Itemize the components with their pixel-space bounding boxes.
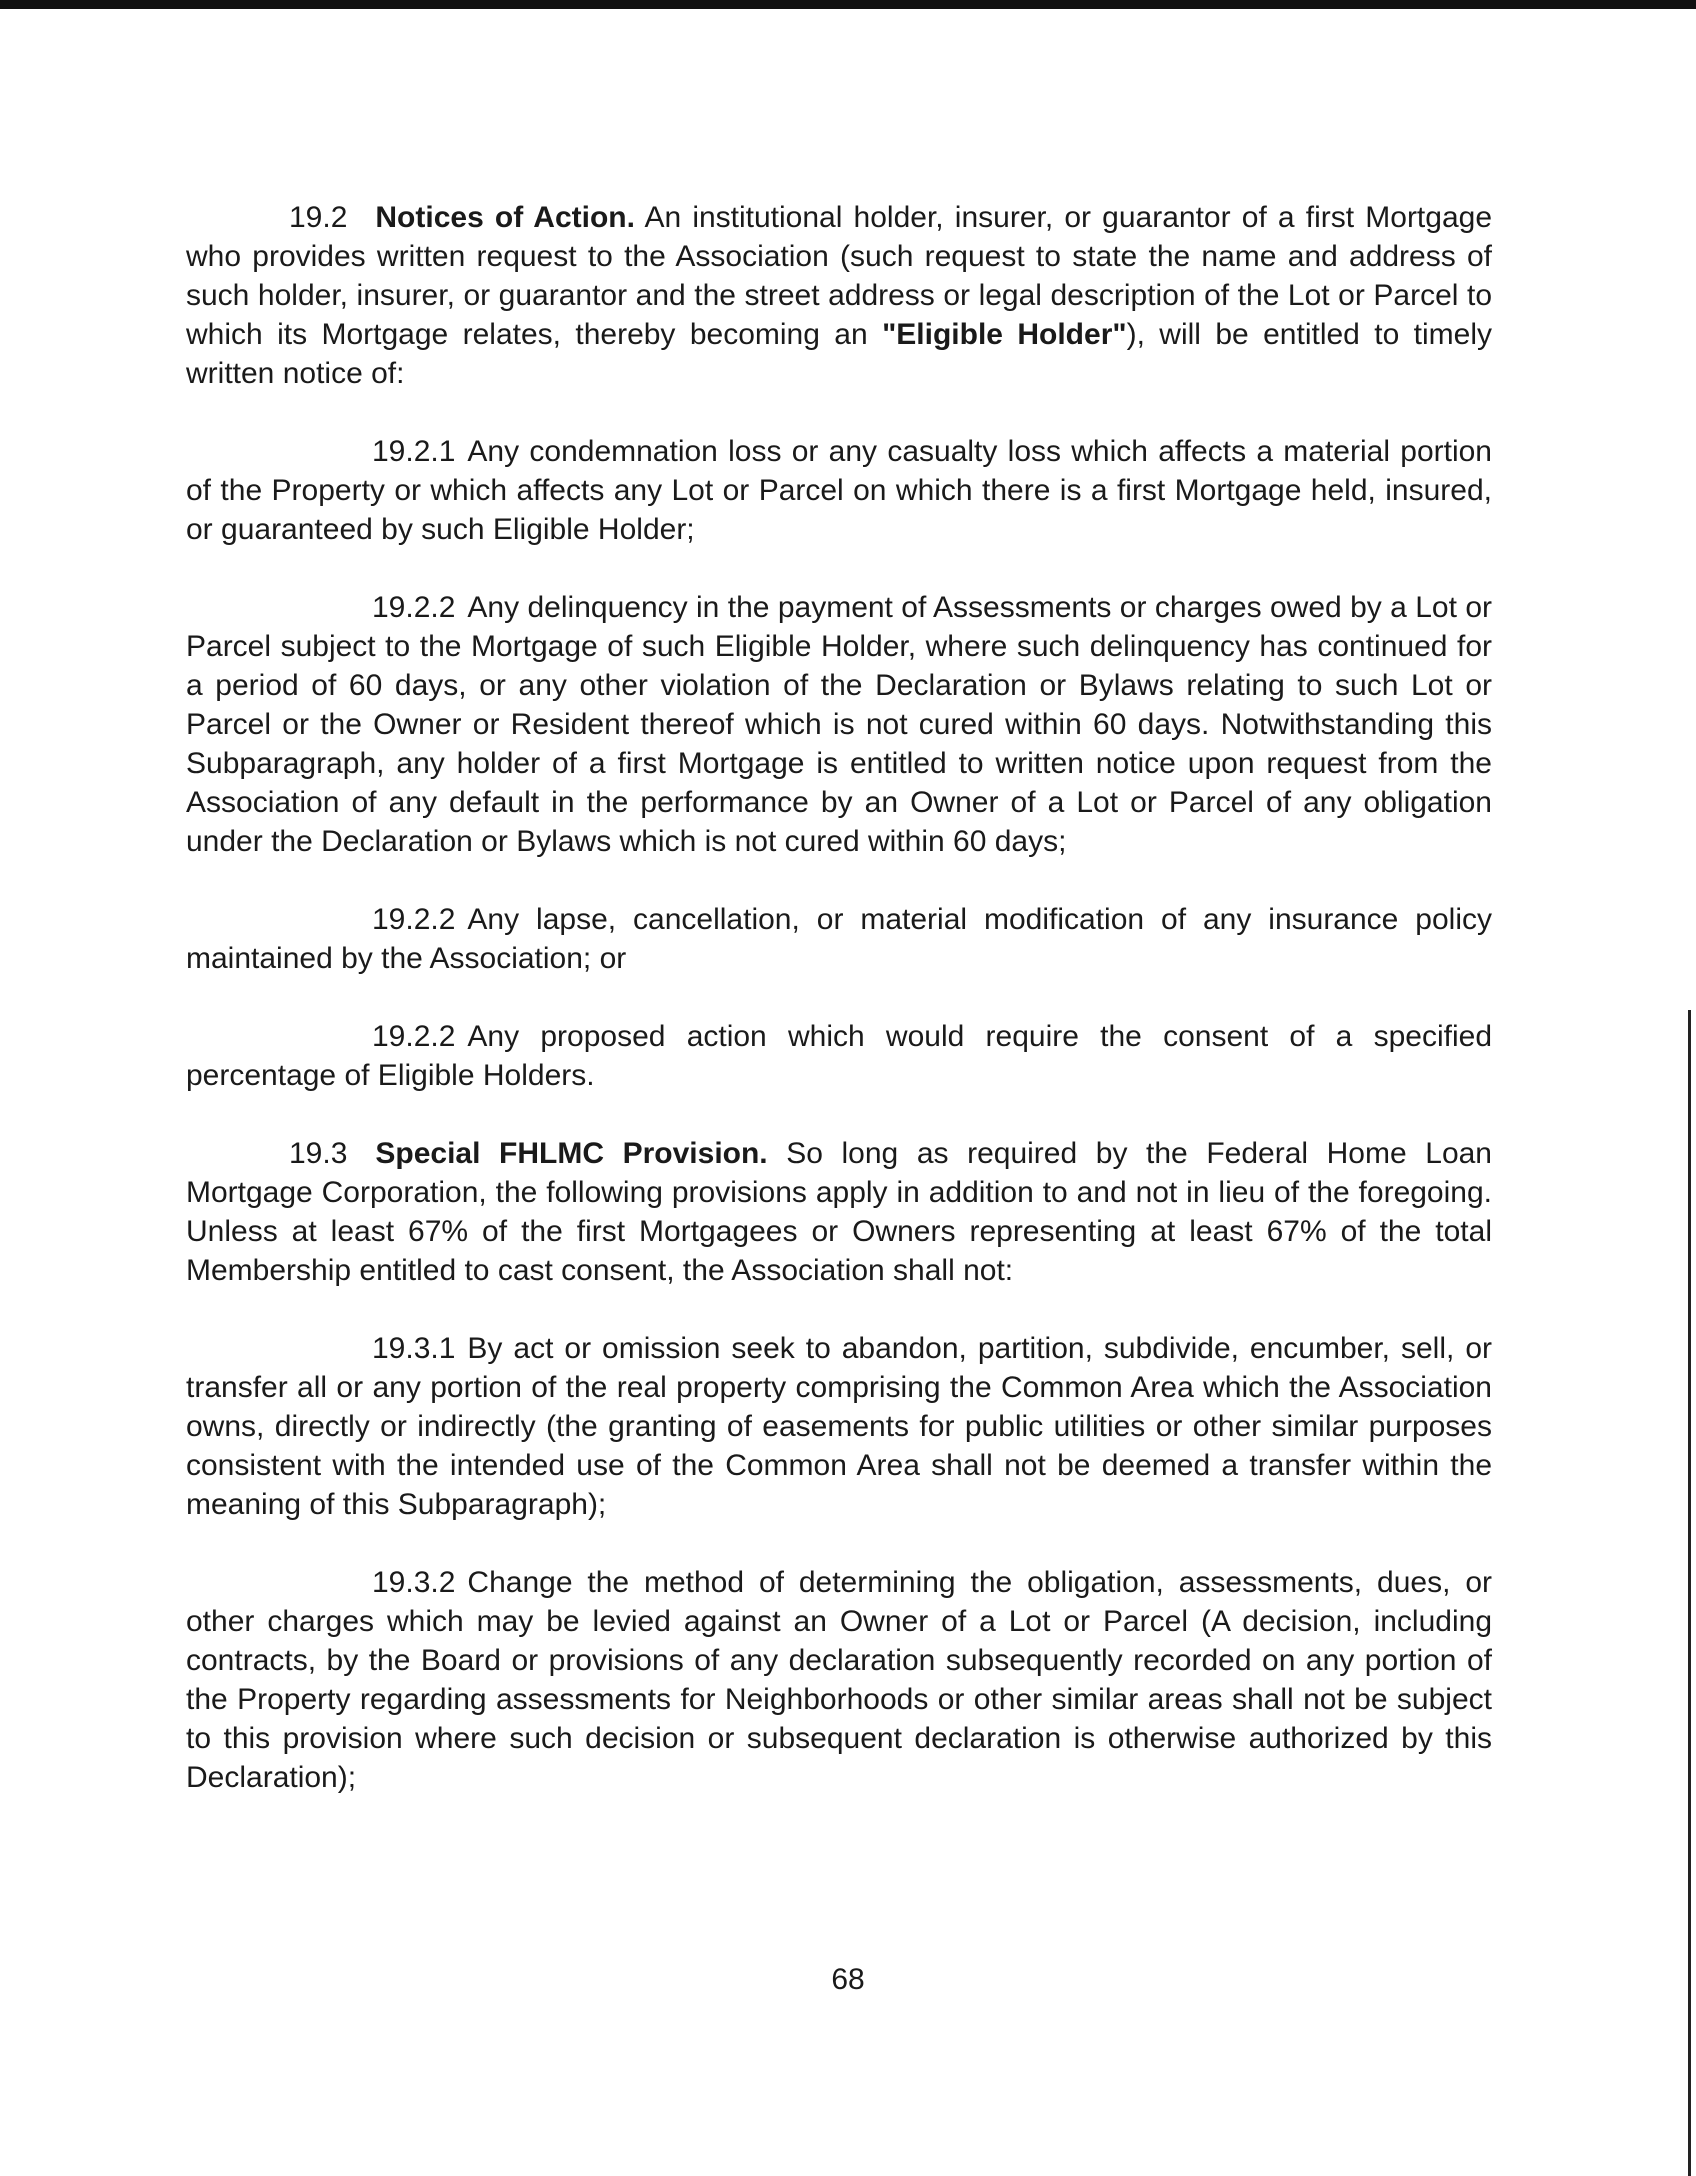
page-number: 68 [831, 1963, 865, 1996]
paragraph-19-2-2-insurance [186, 900, 1492, 978]
section-number: 19.2 [289, 201, 348, 234]
subsection-number: 19.3.2 [372, 1566, 456, 1599]
subsection-number: 19.2.2 [372, 591, 456, 624]
top-scan-border [0, 0, 1696, 9]
paragraph-19-3 [186, 1134, 1492, 1290]
paragraph-19-2 [186, 198, 1492, 393]
subsection-number: 19.2.2 [372, 903, 456, 936]
paragraph-text: ), will be entitled to timely written notice of: [186, 318, 1492, 390]
paragraph-19-3-1 [186, 1329, 1492, 1524]
paragraph-text: So long as required by the Federal Home Loan Mortgage Corporation, the following provisions apply in addition to and not in lieu of the foregoing. Unless at least 67% of the first Mortgagees or Owners representing at least 67% of the total Membership entitled to cast consent, the Association shall not: [186, 1137, 1492, 1287]
paragraph-19-2-1 [186, 432, 1492, 549]
paragraph-text: Any proposed action which would require the consent of a specified percentage of Eligible Holders. [186, 1020, 1492, 1092]
right-scan-edge [1688, 1010, 1691, 2176]
paragraph-text: Any delinquency in the payment of Assessments or charges owed by a Lot or Parcel subject to the Mortgage of such Eligible Holder, where such delinquency has continued for a period of 60 days, or any other violation of the Declaration or Bylaws relating to such Lot or Parcel or the Owner or Resident thereof which is not cured within 60 days. Notwithstanding this Subparagraph, any holder of a first Mortgage is entitled to written notice upon request from the Association of any default in the performance by an Owner of a Lot or Parcel of any obligation under the Declaration or Bylaws which is not cured within 60 days; [186, 591, 1492, 858]
paragraph-19-2-2-consent [186, 1017, 1492, 1095]
paragraph-19-3-2 [186, 1563, 1492, 1797]
document-body [186, 198, 1492, 1797]
paragraph-text: Any condemnation loss or any casualty loss which affects a material portion of the Property or which affects any Lot or Parcel on which there is a first Mortgage held, insured, or guaranteed by such Eligible Holder; [186, 435, 1492, 546]
subsection-number: 19.2.1 [372, 435, 456, 468]
paragraph-19-2-2-delinquency [186, 588, 1492, 861]
paragraph-text: By act or omission seek to abandon, partition, subdivide, encumber, sell, or transfer all or any portion of the real property comprising the Common Area which the Association owns, directly or indirectly (the granting of easements for public utilities or other similar purposes consistent with the intended use of the Common Area shall not be deemed a transfer within the meaning of this Subparagraph); [186, 1332, 1492, 1521]
paragraph-text: Change the method of determining the obligation, assessments, dues, or other charges which may be levied against an Owner of a Lot or Parcel (A decision, including contracts, by the Board or provisions of any declaration subsequently recorded on any portion of the Property regarding assessments for Neighborhoods or other similar areas shall not be subject to this provision where such decision or subsequent declaration is otherwise authorized by this Declaration); [186, 1566, 1492, 1794]
section-heading: Special FHLMC Provision. [375, 1137, 768, 1170]
paragraph-text: Any lapse, cancellation, or material modification of any insurance policy maintained by the Association; or [186, 903, 1492, 975]
section-heading: Notices of Action. [375, 201, 635, 234]
subsection-number: 19.2.2 [372, 1020, 456, 1053]
paragraph-text: An institutional holder, insurer, or guarantor of a first Mortgage who provides written request to the Association (such request to state the name and address of such holder, insurer, or guarantor and the street address or legal description of the Lot or Parcel to which its Mortgage relates, thereby becoming an [186, 201, 1493, 351]
defined-term: "Eligible Holder" [882, 318, 1127, 351]
section-number: 19.3 [289, 1137, 348, 1170]
subsection-number: 19.3.1 [372, 1332, 456, 1365]
